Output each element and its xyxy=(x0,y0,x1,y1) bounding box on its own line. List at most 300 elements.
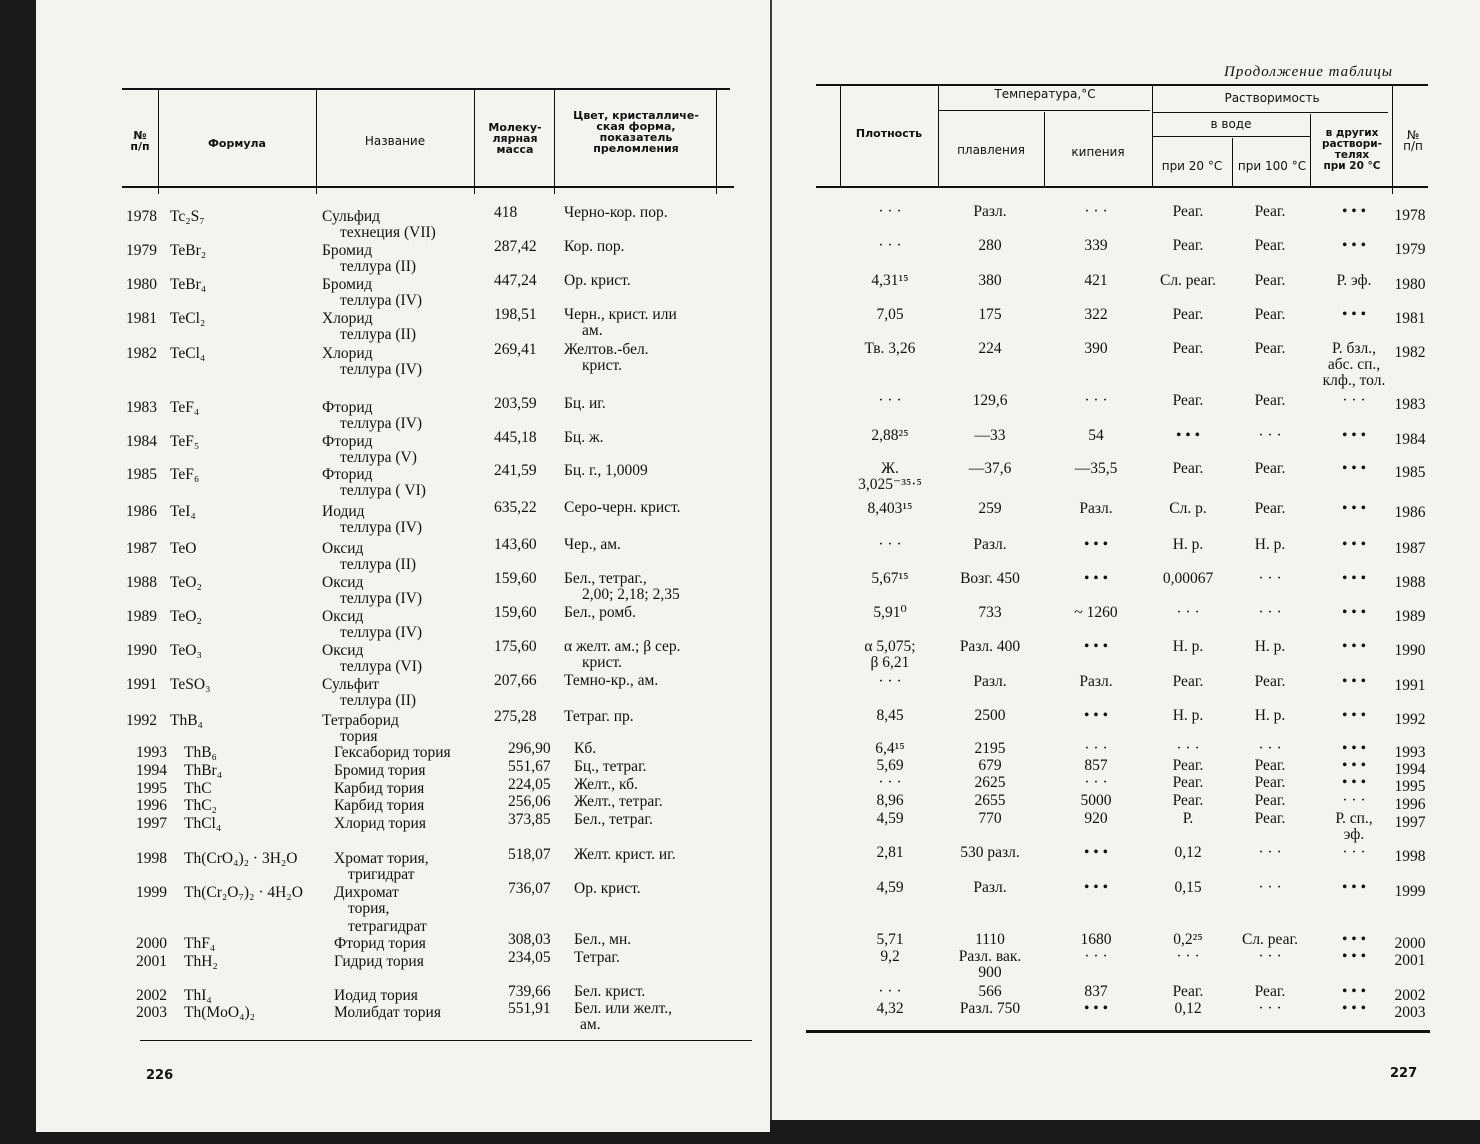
row-number: 1991 xyxy=(126,676,157,693)
row-density: 5,69 xyxy=(876,757,904,774)
row-water-100: Н. р. xyxy=(1254,536,1286,553)
row-formula: TeO₂ xyxy=(170,574,202,591)
header-boiling: кипения xyxy=(1071,145,1125,159)
row-density: 2,88²⁵ xyxy=(871,427,909,444)
row-name: Гидрид тория xyxy=(334,953,424,970)
row-water-100: Реаг. xyxy=(1254,340,1286,357)
row-other-solvents: Р. бзл., xyxy=(1332,340,1376,357)
row-water-100: Реаг. xyxy=(1254,203,1286,220)
row-name: Бромид xyxy=(322,276,373,293)
row-number: 1986 xyxy=(1394,504,1426,521)
row-melting: Разл. xyxy=(973,203,1007,220)
row-name: Иодид тория xyxy=(334,987,418,1004)
row-density: 6,4¹⁵ xyxy=(875,740,905,757)
row-formula: ThC xyxy=(184,780,212,797)
row-water-100: · · · xyxy=(1258,740,1282,757)
row-water-20: Реаг. xyxy=(1172,673,1204,690)
row-number: 1989 xyxy=(126,608,157,625)
row-formula: TeSO₃ xyxy=(170,676,211,693)
row-water-100: Н. р. xyxy=(1254,707,1286,724)
header-solubility: Растворимость xyxy=(1224,91,1320,105)
row-name: Молибдат тория xyxy=(334,1004,441,1021)
row-color: Бел. крист. xyxy=(574,983,646,1000)
row-name-cont: теллура (II) xyxy=(340,556,417,573)
row-water-20: Сл. реаг. xyxy=(1159,272,1216,289)
row-other-solvents: • • • xyxy=(1341,570,1367,587)
row-boiling: • • • xyxy=(1083,879,1109,896)
row-number: 1985 xyxy=(126,466,157,483)
row-number: 1979 xyxy=(126,242,157,259)
row-name-cont: теллура (II) xyxy=(340,326,417,343)
header-at20: при 20 °С xyxy=(1161,159,1223,173)
row-melting: 280 xyxy=(978,237,1002,254)
row-name: Хлорид xyxy=(322,310,373,327)
row-water-20: 0,00067 xyxy=(1162,570,1214,587)
row-water-20: Реаг. xyxy=(1172,460,1204,477)
row-mass: 635,22 xyxy=(494,499,537,516)
row-name: Хлорид тория xyxy=(334,815,426,832)
row-water-20: Реаг. xyxy=(1172,392,1204,409)
row-name: Оксид xyxy=(322,608,364,625)
row-number: 1991 xyxy=(1394,677,1426,694)
row-boiling: · · · xyxy=(1084,203,1108,220)
row-color: Бц. ж. xyxy=(564,429,604,446)
row-color: Желт., кб. xyxy=(574,776,638,793)
table-continuation-caption: Продолжение таблицы xyxy=(1224,64,1394,80)
row-water-100: Реаг. xyxy=(1254,272,1286,289)
row-other-solvents: • • • xyxy=(1341,983,1367,1000)
row-boiling: · · · xyxy=(1084,740,1108,757)
row-number: 1999 xyxy=(136,884,167,901)
row-name: Оксид xyxy=(322,540,364,557)
row-name-cont: тория, xyxy=(348,900,390,917)
row-melting: Разл. xyxy=(973,879,1007,896)
row-number: 2001 xyxy=(136,953,167,970)
row-density: Ж. xyxy=(881,460,899,477)
row-density: 7,05 xyxy=(876,306,904,323)
row-mass: 143,60 xyxy=(494,536,537,553)
row-melting: 679 xyxy=(978,757,1002,774)
row-color: Бел., тетраг. xyxy=(574,811,653,828)
row-density: 5,67¹⁵ xyxy=(871,570,909,587)
row-formula: TeCl₂ xyxy=(170,310,206,327)
row-water-100: · · · xyxy=(1258,427,1282,444)
row-number: 2000 xyxy=(1394,935,1426,952)
row-number: 1982 xyxy=(1394,344,1426,361)
row-density-cont: 3,025⁻³⁵·⁵ xyxy=(858,476,922,493)
col-divider xyxy=(474,90,475,194)
header-bottom-rule xyxy=(122,186,734,188)
row-mass: 224,05 xyxy=(508,776,551,793)
row-formula: ThB₆ xyxy=(184,744,217,761)
row-boiling: Разл. xyxy=(1079,500,1113,517)
row-melting: Возг. 450 xyxy=(960,570,1020,587)
row-mass: 296,90 xyxy=(508,740,551,757)
row-name-cont: теллура (IV) xyxy=(340,361,423,378)
row-number: 1978 xyxy=(1394,207,1426,224)
header-other-solvents: в других раствори- телях при 20 °С xyxy=(1321,127,1382,172)
row-formula: TeO₃ xyxy=(170,642,202,659)
row-color-cont: 2,00; 2,18; 2,35 xyxy=(582,586,680,603)
row-name: Бромид xyxy=(322,242,373,259)
row-other-solvents: • • • xyxy=(1341,604,1367,621)
header-top-rule xyxy=(816,84,1428,86)
row-water-100: Н. р. xyxy=(1254,638,1286,655)
row-mass: 256,06 xyxy=(508,793,551,810)
row-number: 2003 xyxy=(136,1004,167,1021)
row-density: 5,91⁰ xyxy=(873,604,907,621)
row-name-cont: теллура (IV) xyxy=(340,415,423,432)
row-water-100: · · · xyxy=(1258,879,1282,896)
header-density: Плотность xyxy=(855,127,923,140)
row-name: Сульфит xyxy=(322,676,379,693)
row-water-20: 0,12 xyxy=(1174,844,1202,861)
row-number: 1996 xyxy=(1394,796,1426,813)
row-name: Дихромат xyxy=(334,884,399,901)
row-other-solvents: • • • xyxy=(1341,740,1367,757)
left-page xyxy=(36,0,770,1132)
row-name: Фторид тория xyxy=(334,935,426,952)
row-mass: 198,51 xyxy=(494,306,537,323)
row-water-20: • • • xyxy=(1175,427,1201,444)
header-no: № п/п xyxy=(1403,128,1423,153)
row-melting: 733 xyxy=(978,604,1002,621)
row-boiling: • • • xyxy=(1083,707,1109,724)
temp-subrule xyxy=(938,110,1150,111)
row-melting: 1110 xyxy=(975,931,1005,948)
row-other-solvents: • • • xyxy=(1341,774,1367,791)
row-mass: 234,05 xyxy=(508,949,551,966)
row-color-cont: ам. xyxy=(582,322,603,339)
row-color: Бц., тетраг. xyxy=(574,758,647,775)
row-name-cont: теллура (V) xyxy=(340,449,417,466)
row-water-100: Реаг. xyxy=(1254,460,1286,477)
row-number: 1990 xyxy=(126,642,157,659)
row-name: Хромат тория, xyxy=(334,850,429,867)
row-color: Ор. крист. xyxy=(574,880,641,897)
row-color-cont: крист. xyxy=(582,357,622,374)
row-color: Черно-кор. пор. xyxy=(564,204,668,221)
row-number: 1985 xyxy=(1394,464,1426,481)
row-other-solvents: • • • xyxy=(1341,203,1367,220)
row-melting: —37,6 xyxy=(968,460,1012,477)
row-other-solvents: • • • xyxy=(1341,879,1367,896)
row-number: 1988 xyxy=(126,574,157,591)
row-formula: ThF₄ xyxy=(184,935,216,952)
row-boiling: · · · xyxy=(1084,392,1108,409)
row-melting: —33 xyxy=(974,427,1006,444)
row-mass: 373,85 xyxy=(508,811,551,828)
row-mass: 445,18 xyxy=(494,429,537,446)
row-melting: Разл. 750 xyxy=(959,1000,1021,1017)
row-number: 1980 xyxy=(1394,276,1426,293)
row-number: 1997 xyxy=(136,815,167,832)
row-water-100: Реаг. xyxy=(1254,774,1286,791)
row-number: 1981 xyxy=(126,310,157,327)
row-number: 1990 xyxy=(1394,642,1426,659)
row-name-cont: технеция (VII) xyxy=(340,224,436,241)
row-boiling: • • • xyxy=(1083,536,1109,553)
row-formula: TeBr₄ xyxy=(170,276,207,293)
row-melting: 2195 xyxy=(974,740,1006,757)
row-boiling: 857 xyxy=(1084,757,1108,774)
right-page xyxy=(772,0,1480,1120)
row-water-20: 0,15 xyxy=(1174,879,1202,896)
row-number: 1997 xyxy=(1394,814,1426,831)
row-number: 1984 xyxy=(1394,431,1426,448)
row-mass: 203,59 xyxy=(494,395,537,412)
row-melting: 2655 xyxy=(974,792,1006,809)
row-boiling: 837 xyxy=(1084,983,1108,1000)
row-color: Бел., тетраг., xyxy=(564,570,647,587)
row-density: 4,59 xyxy=(876,879,904,896)
row-boiling: · · · xyxy=(1084,774,1108,791)
row-number: 2002 xyxy=(136,987,167,1004)
footer-rule xyxy=(140,1040,752,1041)
row-water-100: Реаг. xyxy=(1254,757,1286,774)
row-number: 2002 xyxy=(1394,987,1426,1004)
header-in-water: в воде xyxy=(1210,117,1252,131)
row-number: 2003 xyxy=(1394,1004,1426,1021)
row-number: 1986 xyxy=(126,503,157,520)
row-number: 1979 xyxy=(1394,241,1426,258)
row-boiling: 920 xyxy=(1084,810,1108,827)
row-water-100: · · · xyxy=(1258,604,1282,621)
row-density: 4,59 xyxy=(876,810,904,827)
row-formula: TeBr₂ xyxy=(170,242,207,259)
row-color: Кор. пор. xyxy=(564,238,625,255)
row-color: Темно-кр., ам. xyxy=(564,672,659,689)
col-divider xyxy=(1310,114,1311,188)
row-melting: Разл. xyxy=(973,536,1007,553)
row-name-cont: теллура (IV) xyxy=(340,590,423,607)
row-formula: Th(Cr₂O₇)₂ · 4H₂O xyxy=(184,884,303,901)
col-divider xyxy=(1392,86,1393,194)
row-density: · · · xyxy=(878,673,902,690)
row-water-20: Реаг. xyxy=(1172,306,1204,323)
row-number: 1992 xyxy=(126,712,157,729)
row-formula: ThH₂ xyxy=(184,953,218,970)
row-other-solvents: • • • xyxy=(1341,673,1367,690)
row-density-cont: β 6,21 xyxy=(870,654,910,671)
row-formula: Tc₂S₇ xyxy=(170,208,205,225)
header-name: Название xyxy=(364,134,426,148)
row-density: · · · xyxy=(878,983,902,1000)
row-other-solvents: • • • xyxy=(1341,237,1367,254)
solubility-subrule xyxy=(1152,112,1388,113)
row-other-solvents: • • • xyxy=(1341,1000,1367,1017)
row-other-cont: абс. сп., xyxy=(1327,356,1381,373)
row-formula: TeF₅ xyxy=(170,433,200,450)
row-other-solvents: · · · xyxy=(1342,392,1366,409)
row-name-cont: теллура (IV) xyxy=(340,624,423,641)
row-melting: 530 разл. xyxy=(960,844,1020,861)
row-water-100: Реаг. xyxy=(1254,983,1286,1000)
row-other-solvents: • • • xyxy=(1341,306,1367,323)
row-name: Гексаборид тория xyxy=(334,744,451,761)
row-other-solvents: · · · xyxy=(1342,844,1366,861)
row-formula: ThI₄ xyxy=(184,987,212,1004)
row-mass: 241,59 xyxy=(494,462,537,479)
row-name: Бромид тория xyxy=(334,762,426,779)
row-mass: 269,41 xyxy=(494,341,537,358)
row-name-cont: теллура ( VI) xyxy=(340,482,426,499)
row-other-solvents: • • • xyxy=(1341,757,1367,774)
row-formula: TeCl₄ xyxy=(170,345,206,362)
row-mass: 159,60 xyxy=(494,604,537,621)
row-water-20: Реаг. xyxy=(1172,774,1204,791)
row-mass: 275,28 xyxy=(494,708,537,725)
row-color: Бел., мн. xyxy=(574,931,632,948)
row-mass: 518,07 xyxy=(508,846,551,863)
header-mass: Молеку- лярная масса xyxy=(488,121,542,156)
row-boiling: 421 xyxy=(1084,272,1108,289)
row-color: α желт. ам.; β сер. xyxy=(564,638,681,655)
row-other-solvents: Р. эф. xyxy=(1336,272,1372,289)
row-boiling: · · · xyxy=(1084,948,1108,965)
row-water-100: Реаг. xyxy=(1254,673,1286,690)
row-color: Бел. или желт., xyxy=(574,1000,672,1017)
row-boiling: • • • xyxy=(1083,638,1109,655)
row-water-100: Реаг. xyxy=(1254,392,1286,409)
row-mass: 207,66 xyxy=(494,672,537,689)
row-number: 1995 xyxy=(136,780,167,797)
row-name-cont: теллура (II) xyxy=(340,692,417,709)
header-at100: при 100 °С xyxy=(1237,159,1307,173)
row-number: 2001 xyxy=(1394,952,1426,969)
row-density: Тв. 3,26 xyxy=(864,340,916,357)
col-divider xyxy=(938,86,939,188)
row-boiling: 339 xyxy=(1084,237,1108,254)
row-name: Фторид xyxy=(322,433,373,450)
row-formula: TeO₂ xyxy=(170,608,202,625)
row-boiling: —35,5 xyxy=(1074,460,1118,477)
row-mass: 418 xyxy=(494,204,518,221)
row-number: 2000 xyxy=(136,935,167,952)
row-color: Бц. г., 1,0009 xyxy=(564,462,648,479)
row-mass: 159,60 xyxy=(494,570,537,587)
row-water-100: · · · xyxy=(1258,948,1282,965)
row-melting: 129,6 xyxy=(972,392,1008,409)
row-other-solvents: Р. сп., xyxy=(1335,810,1373,827)
row-number: 1983 xyxy=(126,399,157,416)
row-mass: 447,24 xyxy=(494,272,537,289)
row-water-100: Реаг. xyxy=(1254,792,1286,809)
row-mass: 551,91 xyxy=(508,1000,551,1017)
row-water-20: Сл. р. xyxy=(1169,500,1207,517)
row-number: 1984 xyxy=(126,433,157,450)
row-other-solvents: • • • xyxy=(1341,460,1367,477)
row-other-solvents: • • • xyxy=(1341,500,1367,517)
row-water-100: · · · xyxy=(1258,1000,1282,1017)
row-color: Бел., ромб. xyxy=(564,604,636,621)
row-name: Карбид тория xyxy=(334,780,425,797)
row-density: · · · xyxy=(878,203,902,220)
row-color-cont: ам. xyxy=(580,1016,601,1033)
row-number: 1981 xyxy=(1394,310,1426,327)
row-water-20: Реаг. xyxy=(1172,792,1204,809)
row-formula: ThC₂ xyxy=(184,797,217,814)
row-formula: ThB₄ xyxy=(170,712,203,729)
row-number: 1980 xyxy=(126,276,157,293)
row-number: 1983 xyxy=(1394,396,1426,413)
row-name: Оксид xyxy=(322,642,364,659)
row-density: 9,2 xyxy=(880,948,900,965)
row-mass: 739,66 xyxy=(508,983,551,1000)
page-number: 226 xyxy=(146,1068,174,1083)
row-other-solvents: • • • xyxy=(1341,427,1367,444)
header-top-rule xyxy=(122,88,730,90)
row-density: 4,31¹⁵ xyxy=(871,272,909,289)
row-number: 1994 xyxy=(136,762,167,779)
row-boiling: 390 xyxy=(1084,340,1108,357)
row-water-20: Н. р. xyxy=(1172,536,1204,553)
col-divider xyxy=(716,90,717,194)
row-formula: TeF₆ xyxy=(170,466,200,483)
row-name-cont: тетрагидрат xyxy=(348,918,427,935)
row-mass: 287,42 xyxy=(494,238,537,255)
row-boiling: 322 xyxy=(1084,306,1108,323)
row-melting: Разл. 400 xyxy=(959,638,1021,655)
row-formula: TeO xyxy=(170,540,197,557)
row-water-20: Реаг. xyxy=(1172,983,1204,1000)
row-other-solvents: · · · xyxy=(1342,792,1366,809)
row-name-cont: теллура (VI) xyxy=(340,658,423,675)
row-name-cont: тригидрат xyxy=(348,866,415,883)
row-water-20: Н. р. xyxy=(1172,638,1204,655)
header-formula: Формула xyxy=(208,137,266,150)
row-boiling: 1680 xyxy=(1080,931,1112,948)
row-name: Карбид тория xyxy=(334,797,425,814)
row-water-20: Реаг. xyxy=(1172,340,1204,357)
row-formula: TeI₄ xyxy=(170,503,196,520)
row-formula: Th(CrO₄)₂ · 3H₂O xyxy=(184,850,298,867)
row-water-100: Реаг. xyxy=(1254,306,1286,323)
row-name: Оксид xyxy=(322,574,364,591)
row-number: 1995 xyxy=(1394,778,1426,795)
row-formula: Th(MoO₄)₂ xyxy=(184,1004,256,1021)
row-melting-cont: 900 xyxy=(978,964,1002,981)
row-number: 1994 xyxy=(1394,761,1426,778)
row-other-solvents: • • • xyxy=(1341,948,1367,965)
row-number: 1999 xyxy=(1394,883,1426,900)
row-density: · · · xyxy=(878,237,902,254)
row-name: Фторид xyxy=(322,466,373,483)
row-color: Чер., ам. xyxy=(564,536,621,553)
row-mass: 736,07 xyxy=(508,880,551,897)
row-name-cont: теллура (IV) xyxy=(340,292,423,309)
row-mass: 308,03 xyxy=(508,931,551,948)
row-number: 1989 xyxy=(1394,608,1426,625)
row-melting: Разл. вак. xyxy=(958,948,1022,965)
row-density: 5,71 xyxy=(876,931,904,948)
row-name: Фторид xyxy=(322,399,373,416)
row-water-20: Р. xyxy=(1182,810,1194,827)
row-boiling: • • • xyxy=(1083,1000,1109,1017)
row-density: · · · xyxy=(878,774,902,791)
row-melting: 566 xyxy=(978,983,1002,1000)
row-melting: 2500 xyxy=(974,707,1006,724)
row-boiling: Разл. xyxy=(1079,673,1113,690)
row-color: Черн., крист. или xyxy=(564,306,677,323)
row-other-solvents: • • • xyxy=(1341,536,1367,553)
row-color-cont: крист. xyxy=(582,654,622,671)
row-formula: TeF₄ xyxy=(170,399,200,416)
row-density: 8,96 xyxy=(876,792,904,809)
row-melting: 259 xyxy=(978,500,1002,517)
header-bottom-rule xyxy=(816,186,1428,188)
row-color: Желтов.-бел. xyxy=(564,341,649,358)
